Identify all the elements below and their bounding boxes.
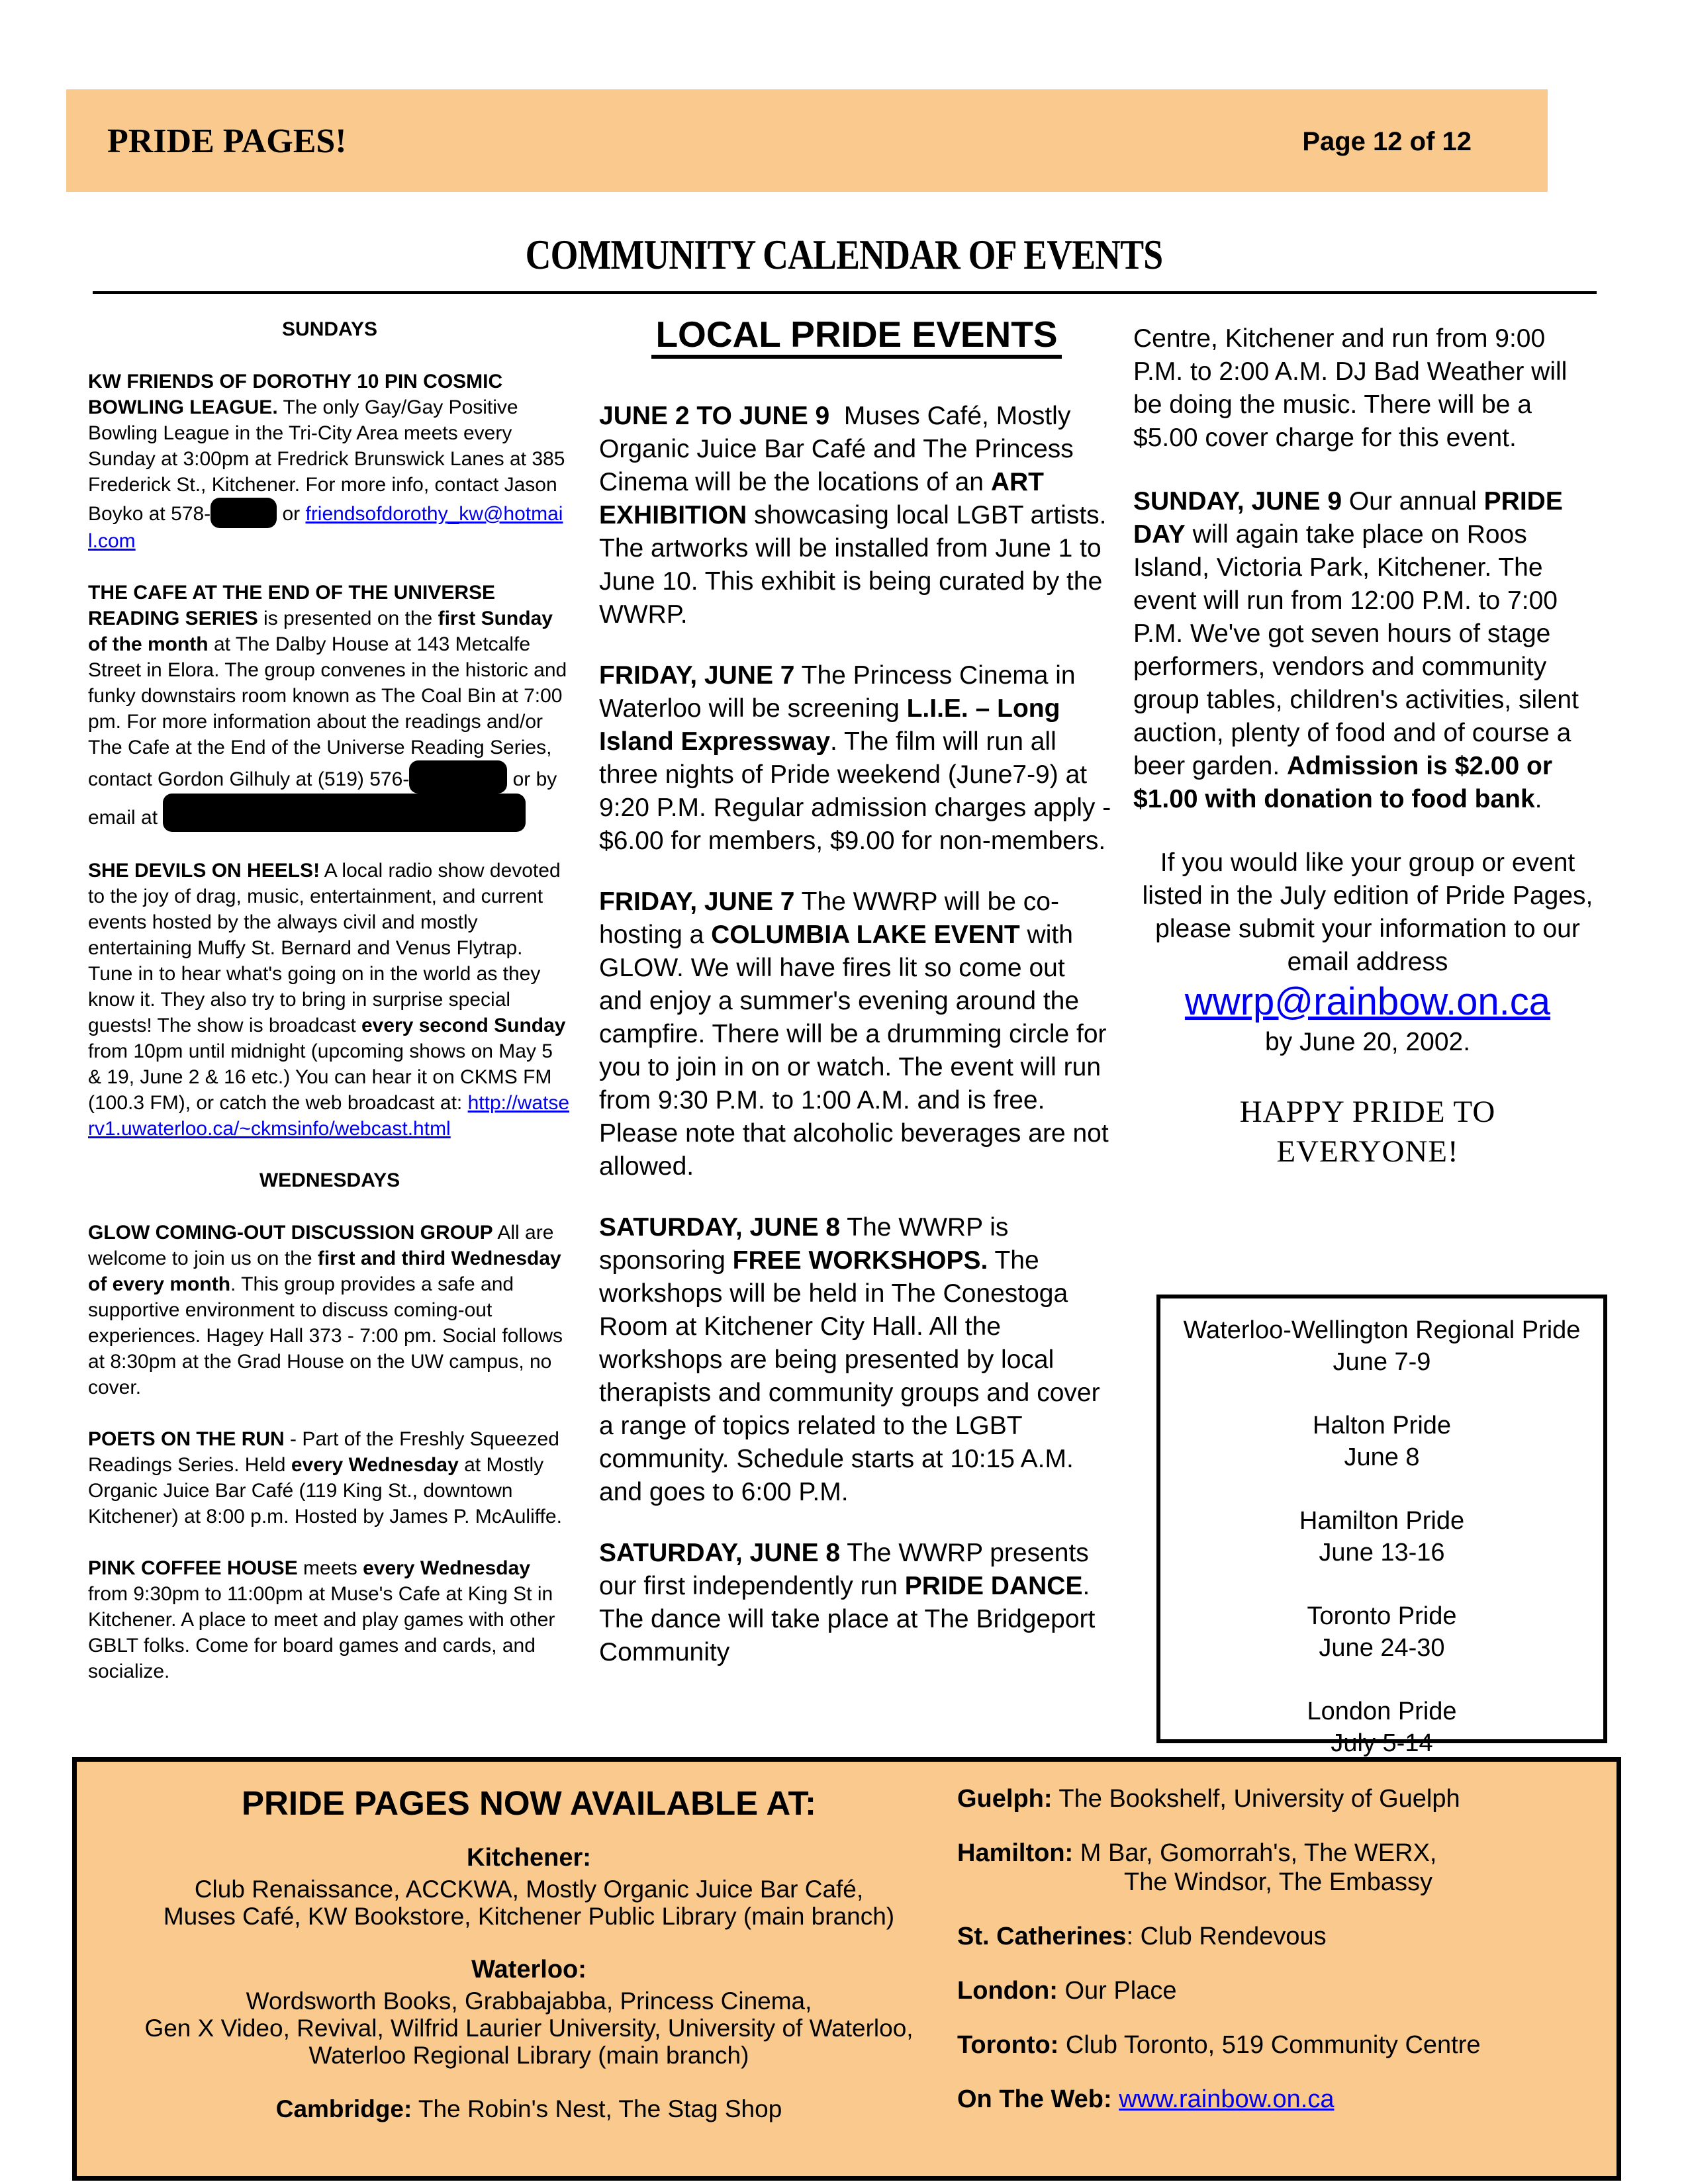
pride-event-name: Halton Pride: [1312, 1412, 1452, 1439]
event-columbia-lake: FRIDAY, JUNE 7 The WWRP will be co-hosting a COLUMBIA LAKE EVENT with GLOW. We will have fires lit so come out and enjoy a summer's evening around the campfire. There will be a drumming circle for you to join in on or watch. The event will run from 9:30 P.M. to 1:00 A.M. and is free. Please note that alcoholic beverages are not allowed.: [599, 887, 1109, 1181]
footer-city-locations: Muses Café, KW Bookstore, Kitchener Public Library (main branch): [163, 1903, 895, 1930]
pride-event-name: Hamilton Pride: [1299, 1507, 1465, 1535]
column-continued: [1133, 322, 1602, 1171]
footer-city-locations: Gen X Video, Revival, Wilfrid Laurier University, University of Waterloo,: [144, 2015, 914, 2042]
happy-pride-message: HAPPY PRIDE TO EVERYONE!: [1239, 1095, 1496, 1169]
event-pride-day: SUNDAY, JUNE 9 Our annual PRIDE DAY will again take place on Roos Island, Victoria Park, Kitchener. The event will run from 12:00 P.M. to 7:00 P.M. We've got seven hours of stage performers, vendors and community group tables, children's activities, silent auction, plenty of food and of course a beer garden. Admission is $2.00 or $1.00 with donation to food bank.: [1133, 487, 1579, 813]
page-header-banner: [66, 89, 1548, 192]
footer-city-name: Kitchener:: [467, 1844, 591, 1872]
footer-city-locations: Wordsworth Books, Grabbajabba, Princess Cinema,: [246, 1987, 812, 2015]
footer-city-groups: [95, 1844, 962, 2069]
redacted-text: [211, 498, 277, 528]
regional-pride-dates-box: [1156, 1295, 1607, 1757]
column-sundays-wednesdays: [88, 316, 571, 1710]
redacted-text: [409, 760, 507, 794]
event-art-exhibition: JUNE 2 TO JUNE 9 Muses Café, Mostly Organic Juice Bar Café and The Princess Cinema will be the locations of an ART EXHIBITION showcasing local LGBT artists. The artworks will be installed from June 1 to June 10. This exhibit is being curated by the WWRP.: [599, 402, 1107, 629]
footer-city-group: [95, 1844, 962, 1930]
friends-of-dorothy-email-link[interactable]: friendsofdorothy_kw@hotmail.com: [88, 503, 563, 552]
local-pride-events-header: LOCAL PRIDE EVENTS: [651, 318, 1061, 359]
pride-event-name: Waterloo-Wellington Regional Pride: [1183, 1316, 1581, 1344]
footer-city-locations: Club Renaissance, ACCKWA, Mostly Organic Juice Bar Café,: [194, 1876, 864, 1903]
footer-entry: Guelph: The Bookshelf, University of Guelph: [957, 1785, 1460, 1813]
page-number: Page 12 of 12: [1302, 127, 1472, 156]
redacted-text: [163, 794, 526, 832]
column-local-pride-events: [599, 314, 1114, 1697]
pride-event-dates: June 7-9: [1333, 1348, 1431, 1376]
submission-note: If you would like your group or event listed in the July edition of Pride Pages, please submit your information to our email address: [1142, 848, 1593, 976]
footer-entry: London: Our Place: [957, 1977, 1177, 2005]
event-pride-dance-continued: Centre, Kitchener and run from 9:00 P.M. to 2:00 A.M. DJ Bad Weather will be doing the music. There will be a $5.00 cover charge for this event.: [1133, 324, 1568, 452]
ckms-webcast-link[interactable]: http://watserv1.uwaterloo.ca/~ckmsinfo/webcast.html: [88, 1092, 570, 1140]
pride-event-dates: June 13-16: [1319, 1539, 1445, 1567]
pride-date-entry: [1160, 1314, 1603, 1378]
event-reading-series: THE CAFE AT THE END OF THE UNIVERSE READING SERIES is presented on the first Sunday of the month at The Dalby House at 143 Metcalfe Street in Elora. The group convenes in the historic and funky downstairs room known as The Coal Bin at 7:00 pm. For more information about the readings and/or The Cafe at the End of the Universe Reading Series, contact Gordon Gilhuly at (519) 576- or by email at: [88, 580, 571, 832]
event-pride-dance: SATURDAY, JUNE 8 The WWRP presents our first independently run PRIDE DANCE. The dance will take place at The Bridgeport Community: [599, 1539, 1096, 1666]
event-pink-coffee-house: PINK COFFEE HOUSE meets every Wednesday from 9:30pm to 11:00pm at Muse's Cafe at King St in Kitchener. A place to meet and play games with other GBLT folks. Come for board games and cards, and socialize.: [88, 1557, 555, 1682]
pride-date-entry: [1160, 1505, 1603, 1569]
rainbow-web-link[interactable]: www.rainbow.on.ca: [1119, 2085, 1335, 2113]
pride-event-dates: June 8: [1344, 1443, 1420, 1471]
pride-date-entry: [1160, 1696, 1603, 1759]
pride-date-entry: [1160, 1410, 1603, 1473]
event-she-devils: SHE DEVILS ON HEELS! A local radio show devoted to the joy of drag, music, entertainment, and current events hosted by the always civil and mostly entertaining Muffy St. Bernard and Venus Flytrap. Tune in to hear what's going on in the world as they know it. They also try to bring in surprise special guests! The show is broadcast every second Sunday from 10pm until midnight (upcoming shows on May 5 & 19, June 2 & 16 etc.) You can hear it on CKMS FM (100.3 FM), or catch the web broadcast at: http://watserv1.uwaterloo.ca/~ckmsinfo/webcast.html: [88, 860, 570, 1140]
pride-event-name: London Pride: [1307, 1698, 1457, 1725]
event-poets-on-the-run: POETS ON THE RUN - Part of the Freshly Squeezed Readings Series. Held every Wednesday at Mostly Organic Juice Bar Café (119 King St., downtown Kitchener) at 8:00 p.m. Hosted by James P. McAuliffe.: [88, 1428, 562, 1527]
footer-regional-availability: [957, 1784, 1613, 2114]
pride-event-dates: July 5-14: [1331, 1729, 1433, 1757]
footer-entry: St. Catherines: Club Rendevous: [957, 1923, 1327, 1950]
footer-local-availability: [95, 1784, 962, 2122]
pride-date-entry: [1160, 1600, 1603, 1664]
newsletter-title: PRIDE PAGES!: [107, 122, 347, 160]
wwrp-email-link[interactable]: wwrp@rainbow.on.ca: [1184, 980, 1551, 1023]
footer-city-name: Waterloo:: [471, 1956, 586, 1983]
footer-entry: Toronto: Club Toronto, 519 Community Centre: [957, 2031, 1481, 2059]
event-glow-group: GLOW COMING-OUT DISCUSSION GROUP All are welcome to join us on the first and third Wednesday of every month. This group provides a safe and supportive environment to discuss coming-out experiences. Hagey Hall 373 - 7:00 pm. Social follows at 8:30pm at the Grad House on the UW campus, no cover.: [88, 1222, 563, 1398]
submission-deadline: by June 20, 2002.: [1264, 1028, 1471, 1056]
footer-cambridge-line: Cambridge: The Robin's Nest, The Stag Shop: [275, 2095, 782, 2122]
footer-city-group: [95, 1956, 962, 2069]
event-bowling-league: KW FRIENDS OF DOROTHY 10 PIN COSMIC BOWLING LEAGUE. The only Gay/Gay Positive Bowling League in the Tri-City Area meets every Sunday at 3:00pm at Fredrick Brunswick Lanes at 385 Frederick St., Kitchener. For more info, contact Jason Boyko at 578- or friendsofdorothy_kw@hotmail.com: [88, 371, 565, 552]
pride-event-name: Toronto Pride: [1307, 1602, 1457, 1630]
event-lie-screening: FRIDAY, JUNE 7 The Princess Cinema in Waterloo will be screening L.I.E. – Long Island Expressway. The film will run all three nights of Pride weekend (June7-9) at 9:20 P.M. Regular admission charges apply - $6.00 for members, $9.00 for non-members.: [599, 661, 1111, 855]
title-divider: [93, 291, 1597, 294]
footer-entry: On The Web: www.rainbow.on.ca: [957, 2085, 1335, 2113]
footer-entry: Hamilton: M Bar, Gomorrah's, The WERX, The Windsor, The Embassy: [957, 1839, 1437, 1896]
event-free-workshops: SATURDAY, JUNE 8 The WWRP is sponsoring FREE WORKSHOPS. The workshops will be held in The Conestoga Room at Kitchener City Hall. All the workshops are being presented by local therapists and community groups and cover a range of topics related to the LGBT community. Schedule starts at 10:15 A.M. and goes to 6:00 P.M.: [599, 1213, 1100, 1506]
availability-footer: [72, 1757, 1621, 2181]
wednesdays-header: WEDNESDAYS: [259, 1169, 400, 1191]
page-title: COMMUNITY CALENDAR OF EVENTS: [525, 231, 1163, 278]
sundays-header: SUNDAYS: [282, 318, 377, 340]
footer-city-locations: Waterloo Regional Library (main branch): [308, 2042, 749, 2069]
pride-event-dates: June 24-30: [1319, 1634, 1445, 1662]
footer-heading: PRIDE PAGES NOW AVAILABLE AT:: [242, 1784, 816, 1822]
